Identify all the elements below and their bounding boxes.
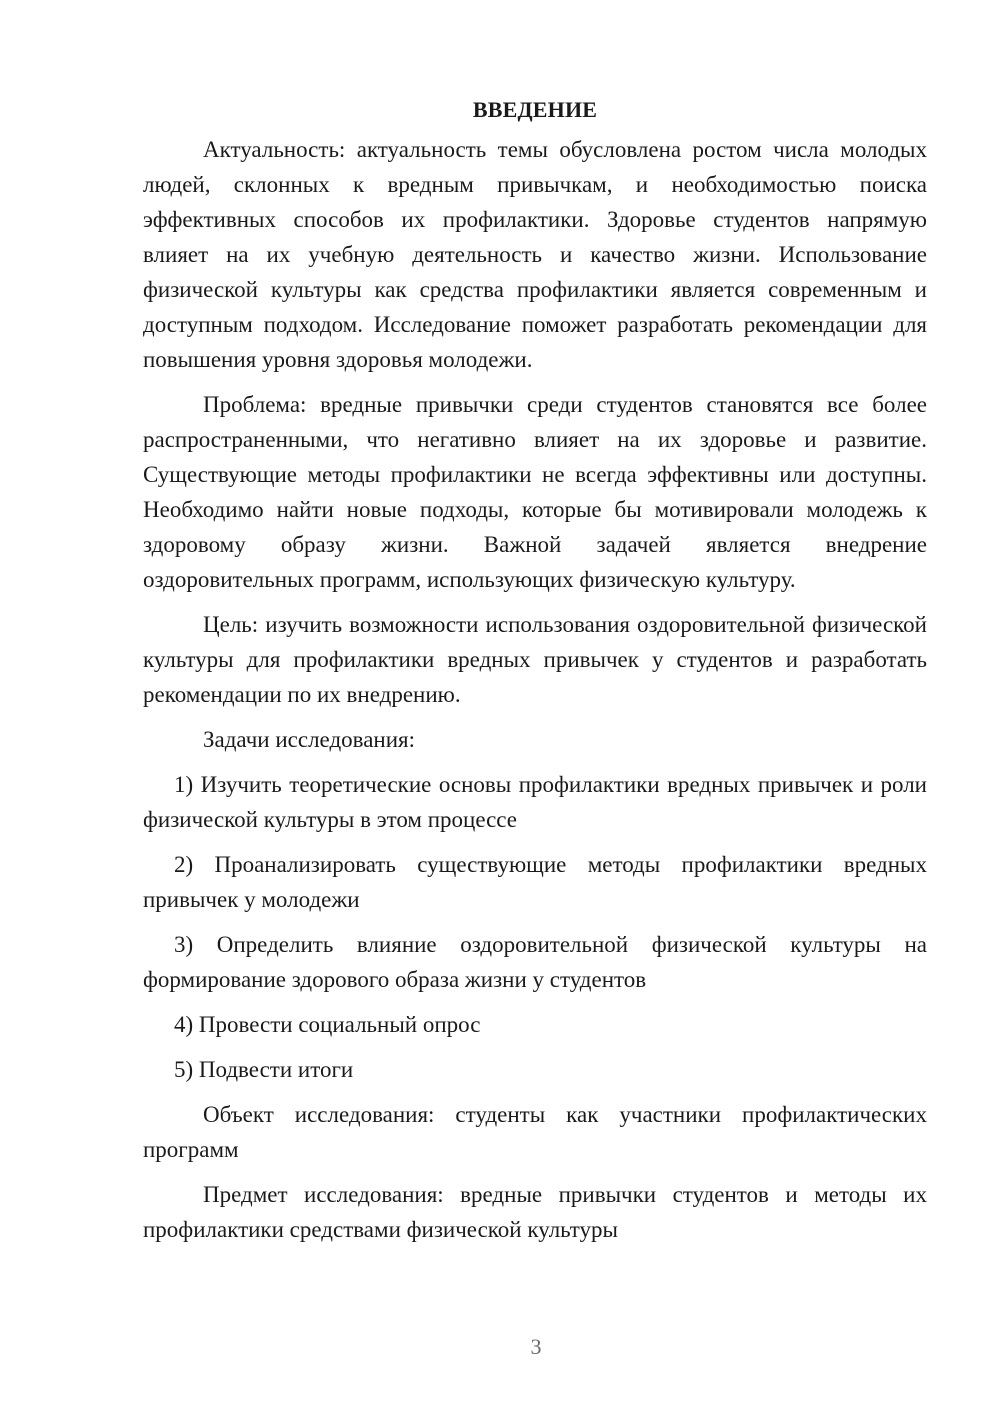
- problem-paragraph: Проблема: вредные привычки среди студентов становятся все более распространенными, что негативно влияет на их здоровье и развитие. Существующие методы профилактики не всегда эффективны или доступны. Необходимо найти новые подходы, которые бы мотивировали молодежь к здоровому образу жизни. Важной задачей является внедрение оздоровительных программ, использующих физическую культуру.: [143, 392, 927, 592]
- task-item: 4) Провести социальный опрос: [174, 1012, 481, 1037]
- task-item: 2) Проанализировать существующие методы профилактики вредных привычек у молодежи: [143, 852, 927, 912]
- tasks-list: [143, 767, 927, 1087]
- research-subject-paragraph: Предмет исследования: вредные привычки студентов и методы их профилактики средствами физической культуры: [143, 1182, 927, 1242]
- task-item: 3) Определить влияние оздоровительной физической культуры на формирование здорового образа жизни у студентов: [143, 932, 927, 992]
- task-item: 1) Изучить теоретические основы профилактики вредных привычек и роли физической культуры в этом процессе: [143, 772, 927, 832]
- task-item: 5) Подвести итоги: [174, 1057, 354, 1082]
- tasks-heading: Задачи исследования:: [203, 727, 416, 752]
- page-number: 3: [530, 1334, 542, 1359]
- section-title: ВВЕДЕНИЕ: [472, 97, 598, 122]
- relevance-paragraph: Актуальность: актуальность темы обусловлена ростом числа молодых людей, склонных к вредным привычкам, и необходимостью поиска эффективных способов их профилактики. Здоровье студентов напрямую влияет на их учебную деятельность и качество жизни. Использование физической культуры как средства профилактики является современным и доступным подходом. Исследование поможет разработать рекомендации для повышения уровня здоровья молодежи.: [143, 137, 927, 372]
- page-content: [143, 96, 927, 1257]
- goal-paragraph: Цель: изучить возможности использования оздоровительной физической культуры для профилактики вредных привычек у студентов и разработать рекомендации по их внедрению.: [143, 612, 927, 707]
- research-object-paragraph: Объект исследования: студенты как участники профилактических программ: [143, 1102, 927, 1162]
